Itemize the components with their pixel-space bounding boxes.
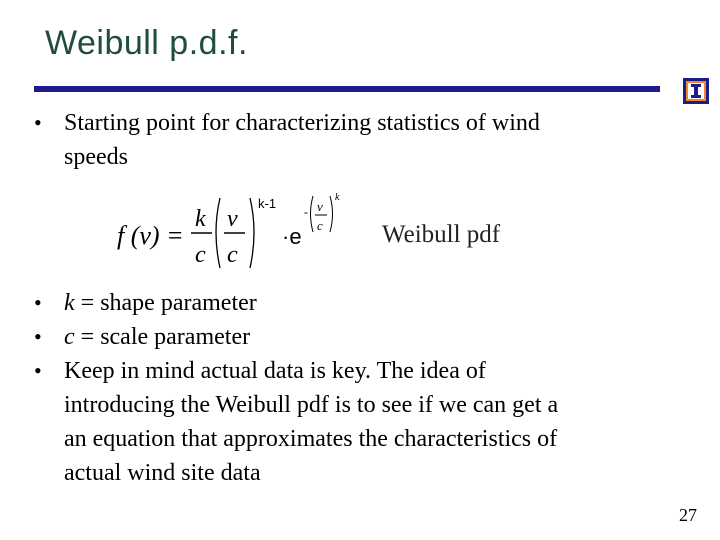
formula-v: v <box>227 206 238 232</box>
formula-c-small: c <box>317 218 323 233</box>
formula-v-small: v <box>317 199 323 214</box>
right-paren-small <box>330 196 333 232</box>
page-number: 27 <box>679 505 697 525</box>
formula-c: c <box>195 242 206 268</box>
formula-c: c <box>227 242 238 268</box>
weibull-formula <box>112 188 522 274</box>
formula-k: k <box>195 206 206 232</box>
bullet-item <box>34 320 558 354</box>
slide-title: Weibull p.d.f. <box>45 24 248 62</box>
bullet-variable: k <box>64 290 75 316</box>
formula-e: ·e <box>282 224 302 249</box>
bullet-dot-icon: • <box>34 358 42 383</box>
formula-minus: - <box>304 205 308 219</box>
illinois-block-i-icon <box>683 78 709 104</box>
left-paren <box>216 198 220 268</box>
bullet-variable: c <box>64 324 75 350</box>
bullet-text: = shape parameter <box>74 290 257 316</box>
bullet-list-bottom <box>34 286 558 490</box>
bullet-text-line: Starting point for characterizing statistics of wind <box>64 110 540 136</box>
bullet-dot-icon: • <box>34 324 42 349</box>
bullet-text-line: speeds <box>64 144 128 170</box>
bullet-item <box>34 286 558 320</box>
formula-exponent: k-1 <box>258 196 277 211</box>
bullet-dot-icon: • <box>34 110 42 135</box>
bullet-text: = scale parameter <box>74 324 251 350</box>
bullet-list-top <box>34 106 540 174</box>
bullet-text-line: introducing the Weibull pdf is to see if we can get a <box>64 392 559 418</box>
title-divider <box>34 86 660 92</box>
formula-label: Weibull pdf <box>382 221 501 248</box>
bullet-text-line: Keep in mind actual data is key. The idea of <box>64 358 486 384</box>
formula-k-small: k <box>335 192 340 203</box>
left-paren-small <box>311 196 314 232</box>
bullet-item <box>34 354 558 490</box>
bullet-item <box>34 106 540 174</box>
bullet-text-line: an equation that approximates the characteristics of <box>64 426 558 452</box>
formula-lhs: f (v) = <box>117 221 184 250</box>
right-paren <box>250 198 254 268</box>
bullet-text-line: actual wind site data <box>64 460 261 486</box>
bullet-dot-icon: • <box>34 290 42 315</box>
